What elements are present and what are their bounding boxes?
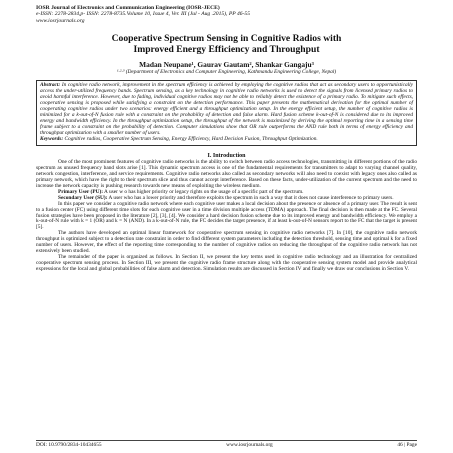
abstract — [40, 83, 413, 137]
footer-doi: DOI: 10.9790/2834-10434655 — [36, 442, 102, 448]
journal-name: IOSR Journal of Electronics and Communication Engineering (IOSR-JECE) — [36, 5, 220, 11]
footer-divider — [36, 440, 417, 441]
paper-affiliation: ¹·²·³ (Department of Electronics and Computer Engineering, Kathmandu Engineering College, Nepal) — [116, 69, 337, 76]
keywords — [40, 137, 413, 143]
paper-title-line-1: Cooperative Spectrum Sensing in Cognitive Radios with — [111, 33, 342, 45]
abstract-label: Abstract: — [40, 82, 61, 89]
journal-header — [36, 5, 417, 24]
paper-title — [36, 33, 417, 55]
paper-authors: Madan Neupane¹, Gaurav Gautam², Shankar Gangaju³ — [139, 60, 314, 70]
paper-body — [36, 160, 417, 273]
keywords-label: Keywords: — [40, 136, 64, 142]
footer-site[interactable]: www.iosrjournals.org — [226, 442, 273, 448]
paragraph-2: In this paper we consider a cognitive radio network where each cognitive user makes a local decision about the presence or absence of a primary user. The result is sent to a fusion center (FC) using different time slots for each cognitive user in a time division multiple access (TDMA) approach. The final decision is then made at the FC. Several fusion strategies have been proposed in the literature [2], [3], [4]. We consider a hard decision fusion scheme due to its improved energy and bandwidth efficiency. We employ a k-out-of-N rule with k = 1 (OR) and k = N (AND). In a k-out-of-N rule, the FC decides the target presence, if at least k-out-of-N sensors report to the FC that the target is present [5]. — [36, 200, 417, 231]
abstract-text: In cognitive radio network, improvement in the spectrum efficiency is achieved by employing the cognitive radios that act as secondary users to opportunistically access the under-utilized frequency bands. Spectrum sensing, as a key technology in cognitive radio networks is used to detect the signals from licensed primary radios to avoid harmful interference. However, due to fading, individual cognitive radios may not be able to reliably detect the existence of a primary radio. To mitigate such effects, cooperative sensing is proposed while satisfying a constraint on the detection performance. This paper presents the mathematical derivation for the optimal number of cooperating cognitive radios under two scenarios: energy efficient and a throughput optimization setup. In the energy efficient setup, the number of cognitive radios is minimized for a k-out-of-N fusion rule with a constraint on the probability of detection and false alarm. Hard fusion scheme k-out-of-N is considered due to its improved energy and bandwidth efficiency. In the throughput optimization setup, the throughput of the network is maximized by deriving the optimal reporting time in a sensing time frame subject to a constraint on the probability of detection. Computer simulations show that OR rule outperforms the AND rule both in terms of energy efficiency and throughput optimization with a smaller number of users. — [40, 82, 413, 137]
paragraph-4: The remainder of the paper is organized as follows. In Section II, we present the key terms used in cognitive radio technology and an illustration for centralized cooperative spectrum sensing process. In Section III, we present the cognitive radio frame structure along with the cooperative sensing system model and provide analytical expressions for the local and global probabilities of false alarm and detection. Simulation results are discussed in Section IV and finally we draw our conclusions in Section V. — [36, 254, 417, 273]
paper-title-line-2: Improved Energy Efficiency and Throughput — [133, 44, 320, 56]
secondary-user-label: Secondary User (SU): — [58, 194, 108, 201]
primary-user-label: Primary User (PU): — [58, 188, 104, 195]
section-heading-introduction: I. Introduction — [207, 152, 246, 159]
journal-url[interactable]: www.iosrjournals.org — [36, 17, 85, 24]
secondary-user-text: A user who has a lower priority and therefore exploits the spectrum in such a way that it does not cause interference to primary users. — [107, 194, 394, 201]
primary-user-text: A user w o has higher priority or legacy rights on the usage of a specific part of the spectrum. — [103, 188, 304, 195]
keywords-text: Cognitive radios, Cooperative Spectrum Sensing, Energy Efficiency, Hard Decision Fusion, Throughput Optimization. — [63, 136, 318, 142]
page-footer — [36, 442, 417, 448]
footer-page-number: 46 | Page — [397, 442, 417, 448]
paragraph-3: The authors have developed an optimal linear framework for cooperative spectrum sensing in cognitive radio networks [7]. In [10], the cognitive radio network throughput is optimized subject to a detection rate constraint in order to find different system parameters including the detection threshold, sensing time and optimal k for a fixed number of users. However, the effect of the reporting time corresponding to the number of cognitive radios on reducing the throughput of the cognitive radio network has not extensively been studied. — [36, 230, 417, 255]
abstract-box — [36, 80, 417, 146]
journal-issn: e-ISSN: 2278-2834,p- ISSN: 2278-8735.Volume 10, Issue 4, Ver. III (Jul - Aug .2015), PP 46-55 — [36, 11, 251, 18]
paragraph-1: One of the most prominent features of cognitive radio networks is the ability to switch between radio access technologies, transmitting in different portions of the radio spectrum as unused frequency band slots arise [1]. This dynamic spectrum access is one of the fundamental requirements for transmitters to adapt to varying channel quality, network congestion, interference, and service requirements. Cognitive radio networks also called as secondary networks will also need to coexist with legacy ones also called as primary network, which have the right to their spectrum slice and thus cannot accept interference. Based on these facts, under-utilization of the current spectrum and the need to increase the network capacity is pushing research towards new means of exploiting the wireless medium. — [36, 158, 417, 189]
